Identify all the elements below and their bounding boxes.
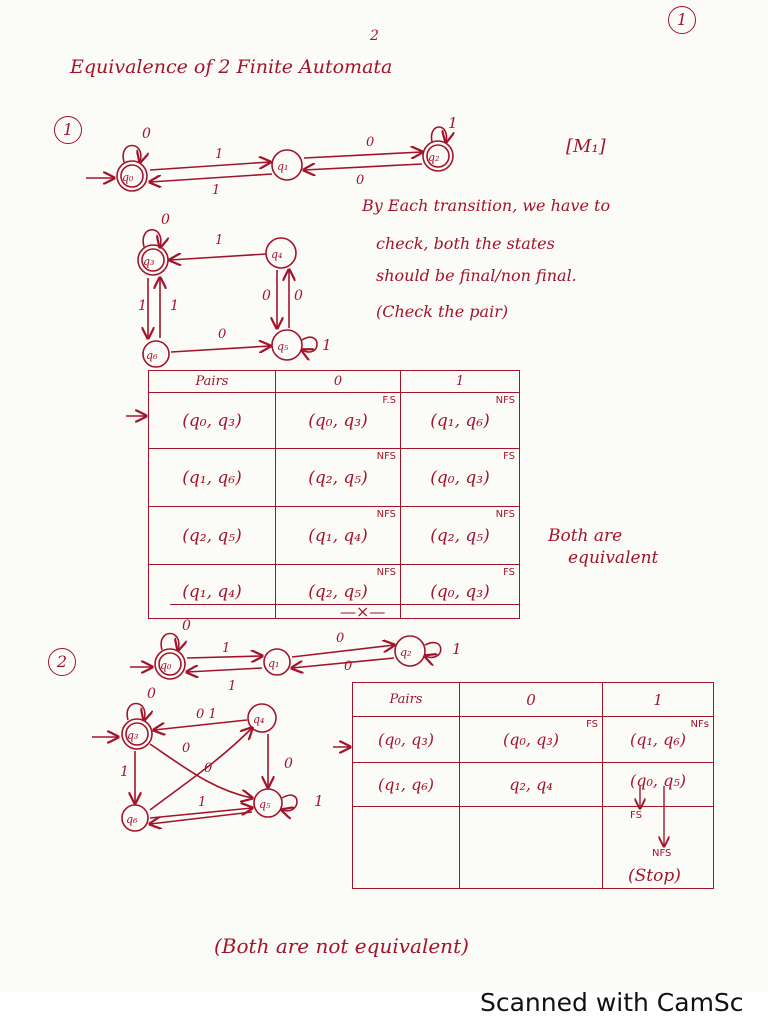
page-title: Equivalence of 2 Finite Automata <box>70 56 393 78</box>
table-row <box>353 763 714 807</box>
on0-cell <box>460 717 603 763</box>
on0-cell <box>276 393 401 449</box>
table-row <box>149 507 520 565</box>
edge-label: 1 <box>215 147 224 162</box>
state-q5: q₅ <box>259 798 271 811</box>
on1-cell <box>603 717 714 763</box>
pair-cell: (q₀, q₃) <box>353 717 460 763</box>
state-q1: q₁ <box>268 657 280 670</box>
state-q0: q₀ <box>160 659 172 672</box>
on1-value: (q₁, q₆) <box>630 730 686 749</box>
edge-label: 0 <box>356 173 365 188</box>
edge-label: 1 <box>314 792 324 810</box>
on1-value: (q₀, q₃) <box>430 581 490 602</box>
edge-label: 1 <box>222 641 231 656</box>
on0-cell <box>460 763 603 807</box>
edge-label: 1 <box>215 233 224 248</box>
final-tag: NFS <box>495 395 515 406</box>
conclusion-line: equivalent <box>568 548 659 568</box>
edge-label: 0 <box>294 288 303 304</box>
note-line: (Check the pair) <box>376 302 509 321</box>
final-tag: NFS <box>376 567 396 578</box>
note-line: check, both the states <box>376 234 555 253</box>
pairs-table-1 <box>148 370 520 619</box>
edge-label: 1 <box>228 679 237 694</box>
section-separator: —×— <box>340 602 386 621</box>
edge-label: 1 <box>212 183 221 198</box>
trace-nfs: NFS <box>652 848 672 859</box>
conclusion-line: Both are <box>548 526 623 546</box>
on0-value: (q₂, q₅) <box>308 467 368 488</box>
edge-label: 0 <box>366 135 375 150</box>
on0-value: (q₁, q₄) <box>308 525 368 546</box>
table-row <box>353 717 714 763</box>
on1-value: (q₂, q₅) <box>430 525 490 546</box>
final-tag: NFS <box>495 509 515 520</box>
page-number-text: 1 <box>676 10 688 29</box>
state-q4: q₄ <box>253 713 265 726</box>
on1-cell <box>401 449 520 507</box>
edge-label: 0 <box>182 618 191 634</box>
table-row <box>149 565 520 619</box>
final-tag: FS <box>503 451 515 462</box>
on1-value: (q₀, q₃) <box>430 467 490 488</box>
on1-cell <box>603 763 714 807</box>
edge-label: 0 <box>142 126 151 142</box>
on0-value: (q₀, q₃) <box>308 410 368 431</box>
on0-value: (q₂, q₅) <box>308 581 368 602</box>
note-line: should be final/non final. <box>376 266 577 285</box>
state-q3: q₃ <box>143 255 155 268</box>
on1-value: (q₀, q₅) <box>630 771 686 790</box>
edge-label: 0 <box>147 686 156 702</box>
empty-cell <box>460 807 603 889</box>
conclusion-2: (Both are not equivalent) <box>214 934 469 958</box>
table-row <box>149 449 520 507</box>
table-header: 1 <box>401 371 520 393</box>
edge-label: 0 <box>204 761 213 776</box>
on1-value: (q₁, q₆) <box>430 410 490 431</box>
final-tag: F.S <box>382 395 396 406</box>
on0-value: q₂, q₄ <box>509 775 553 794</box>
on0-value: (q₀, q₃) <box>503 730 559 749</box>
pair-cell: (q₁, q₄) <box>149 565 276 619</box>
final-tag: FS <box>586 719 598 730</box>
final-tag: NFS <box>376 509 396 520</box>
state-q2: q₂ <box>428 151 440 164</box>
edge-label: 1 <box>452 640 462 658</box>
trace-stop: (Stop) <box>628 866 681 886</box>
example1-number-text: 1 <box>62 120 74 139</box>
example2-number-text: 2 <box>56 652 68 671</box>
edge-label: 1 <box>198 795 207 810</box>
edge-label: 0 <box>344 659 353 674</box>
top-mark: 2 <box>370 28 379 44</box>
table-header: 0 <box>276 371 401 393</box>
edge-label: 0 <box>262 288 271 304</box>
table-header: 1 <box>603 683 714 717</box>
table-header: Pairs <box>149 371 276 393</box>
example2-number <box>48 648 76 676</box>
state-q0: q₀ <box>122 171 134 184</box>
edge-label: 1 <box>138 298 147 314</box>
edge-label: 0 <box>336 631 345 646</box>
trace-fs: FS <box>630 810 642 821</box>
state-q4: q₄ <box>271 248 283 261</box>
state-q3: q₃ <box>127 729 139 742</box>
final-tag: FS <box>503 567 515 578</box>
edge-label: 1 <box>120 764 129 780</box>
final-tag: NFs <box>690 719 709 730</box>
table-header: Pairs <box>353 683 460 717</box>
on1-cell <box>401 565 520 619</box>
note-line: By Each transition, we have to <box>362 196 611 215</box>
pair-cell: (q₁, q₆) <box>149 449 276 507</box>
table-row <box>149 393 520 449</box>
edge-label: 1 <box>448 114 458 132</box>
pair-cell: (q₂, q₅) <box>149 507 276 565</box>
edge-label: 1 <box>170 298 179 314</box>
on0-cell <box>276 507 401 565</box>
state-q2: q₂ <box>400 646 412 659</box>
edge-label: 0 <box>182 741 191 756</box>
state-q6: q₆ <box>146 349 158 362</box>
edge-label: 0 1 <box>196 707 217 722</box>
final-tag: NFS <box>376 451 396 462</box>
on1-cell <box>401 507 520 565</box>
pair-cell: (q₁, q₆) <box>353 763 460 807</box>
on0-cell <box>276 449 401 507</box>
machine-label: [M₁] <box>566 136 606 157</box>
pair-cell: (q₀, q₃) <box>149 393 276 449</box>
edge-label: 0 <box>284 756 293 772</box>
on1-cell <box>401 393 520 449</box>
state-q5: q₅ <box>277 340 289 353</box>
edge-label: 0 <box>161 212 170 228</box>
state-q1: q₁ <box>277 160 289 173</box>
table-header: 0 <box>460 683 603 717</box>
edge-label: 1 <box>322 336 332 354</box>
state-q6: q₆ <box>126 813 138 826</box>
edge-label: 0 <box>218 327 227 342</box>
empty-cell <box>353 807 460 889</box>
scanner-watermark: Scanned with CamSc <box>480 988 744 1017</box>
